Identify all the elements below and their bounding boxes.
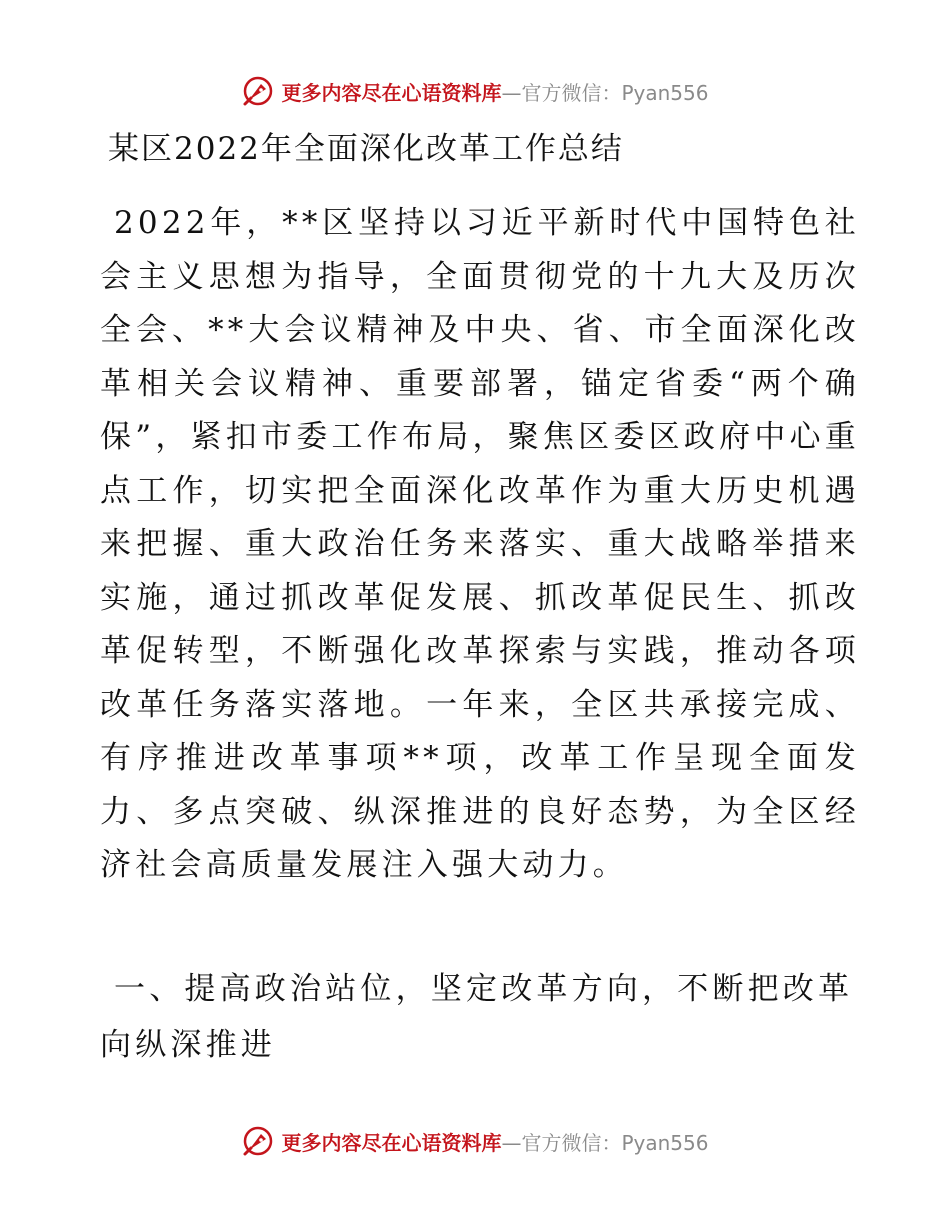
watermark-text (281, 1127, 708, 1156)
watermark-contact: 官方微信：Pyan556 (521, 1130, 709, 1155)
watermark-text (281, 77, 708, 106)
watermark-separator: — (501, 80, 522, 105)
pen-nib-logo-icon (241, 1124, 275, 1158)
header-watermark (0, 71, 950, 111)
body-paragraph: 2022年，**区坚持以习近平新时代中国特色社会主义思想为指导，全面贯彻党的十九大及历次全会、**大会议精神及中央、省、市全面深化改革相关会议精神、重要部署，锚定省委“两个确保”，紧扣市委工作布局，聚焦区委区政府中心重点工作，切实把全面深化改革作为重大历史机遇来把握、重大政治任务来落实、重大战略举措来实施，通过抓改革促发展、抓改革促民生、抓改革促转型，不断强化改革探索与实践，推动各项改革任务落实落地。一年来，全区共承接完成、有序推进改革事项**项，改革工作呈现全面发力、多点突破、纵深推进的良好态势，为全区经济社会高质量发展注入强大动力。 (100, 205, 860, 883)
watermark-contact: 官方微信：Pyan556 (521, 80, 709, 105)
pen-nib-logo-icon (241, 74, 275, 108)
section-heading: 一、提高政治站位，坚定改革方向，不断把改革向纵深推进 (100, 971, 854, 1063)
watermark-separator: — (501, 1130, 522, 1155)
document-title: 某区2022年全面深化改革工作总结 (108, 131, 624, 167)
watermark-brand: 更多内容尽在心语资料库 (281, 80, 502, 105)
watermark-brand: 更多内容尽在心语资料库 (281, 1130, 502, 1155)
footer-watermark (0, 1121, 950, 1161)
